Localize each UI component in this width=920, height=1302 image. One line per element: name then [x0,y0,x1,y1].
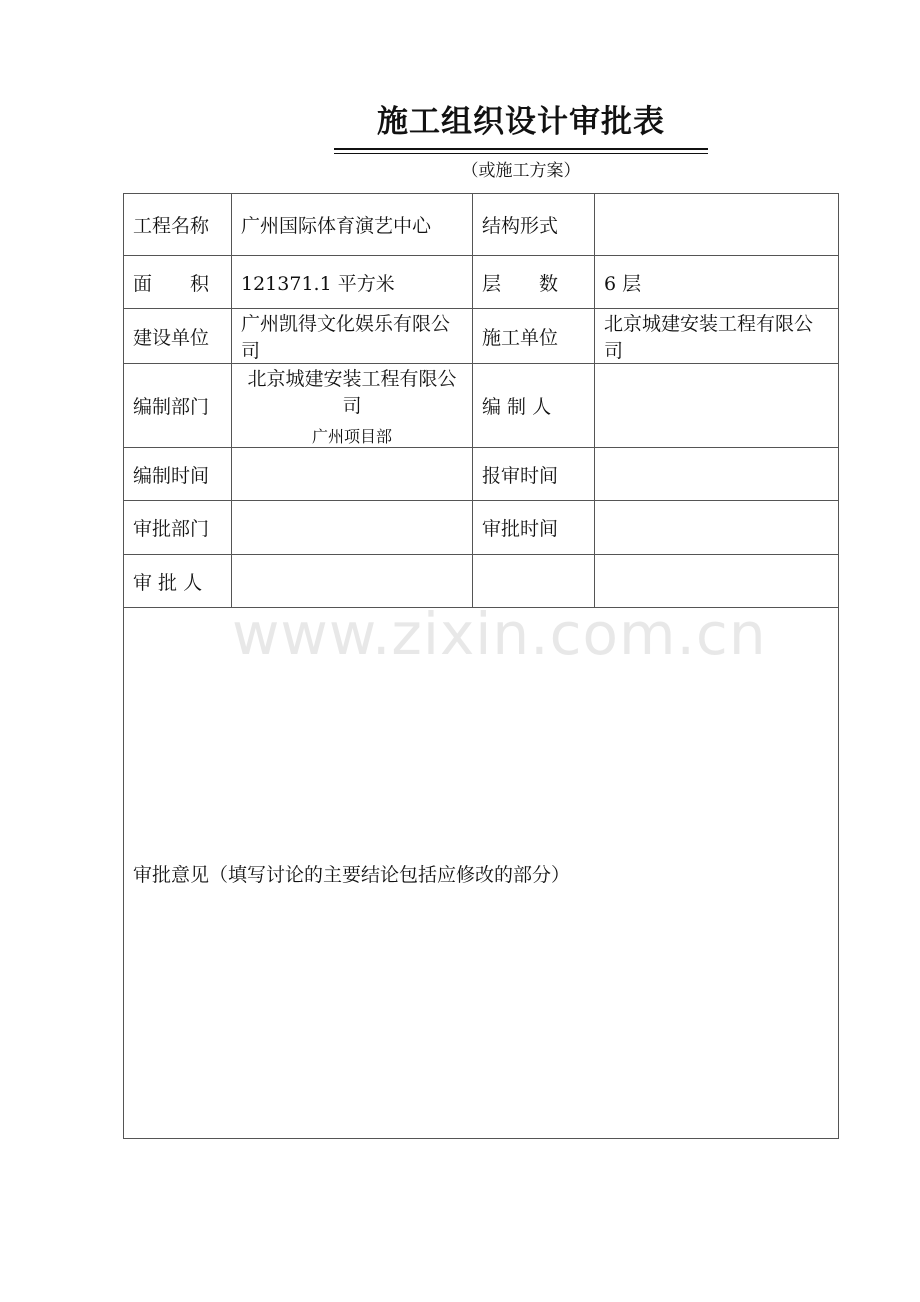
prepared-dept-value[interactable] [232,364,473,448]
area-label: 面 积 [124,256,232,309]
approver-label: 审 批 人 [124,555,232,608]
prepared-dept-line2: 广州项目部 [311,427,392,446]
document-header [334,96,708,154]
form-row-units [124,309,839,364]
approval-time-label: 审批时间 [473,501,595,555]
approval-dept-value[interactable] [232,501,473,555]
empty-cell-label [473,555,595,608]
approver-value[interactable] [232,555,473,608]
preparer-value[interactable] [595,364,839,448]
project-name-value[interactable]: 广州国际体育演艺中心 [232,194,473,256]
floors-value[interactable]: 6 层 [595,256,839,309]
approval-time-value[interactable] [595,501,839,555]
watermark: www.zixin.com.cn [232,600,767,668]
document-subtitle: （或施工方案） [461,161,581,181]
form-row-approver [124,555,839,608]
approval-comments-label: 审批意见（填写讨论的主要结论包括应修改的部分） [133,863,571,886]
prepared-dept-line1: 北京城建安装工程有限公司 [247,368,457,417]
floors-label: 层 数 [473,256,595,309]
prepared-dept-label: 编制部门 [124,364,232,448]
contractor-unit-label: 施工单位 [473,309,595,364]
form-row-area [124,256,839,309]
form-row-approval-dept [124,501,839,555]
form-row-project [124,194,839,256]
submit-time-value[interactable] [595,448,839,501]
form-row-prepared-time [124,448,839,501]
structure-type-label: 结构形式 [473,194,595,256]
project-name-label: 工程名称 [124,194,232,256]
owner-unit-value[interactable]: 广州凯得文化娱乐有限公司 [232,309,473,364]
empty-cell-value[interactable] [595,555,839,608]
form-row-comments [124,608,839,1139]
approval-dept-label: 审批部门 [124,501,232,555]
approval-form-table [123,193,839,1139]
prepared-time-label: 编制时间 [124,448,232,501]
approval-comments-area[interactable] [124,608,839,1139]
area-value[interactable]: 121371.1 平方米 [232,256,473,309]
structure-type-value[interactable] [595,194,839,256]
prepared-time-value[interactable] [232,448,473,501]
form-row-department [124,364,839,448]
contractor-unit-value[interactable]: 北京城建安装工程有限公司 [595,309,839,364]
title-underline-secondary [334,153,708,154]
title-underline [334,148,708,150]
owner-unit-label: 建设单位 [124,309,232,364]
submit-time-label: 报审时间 [473,448,595,501]
document-title: 施工组织设计审批表 [377,104,665,140]
preparer-label: 编 制 人 [473,364,595,448]
